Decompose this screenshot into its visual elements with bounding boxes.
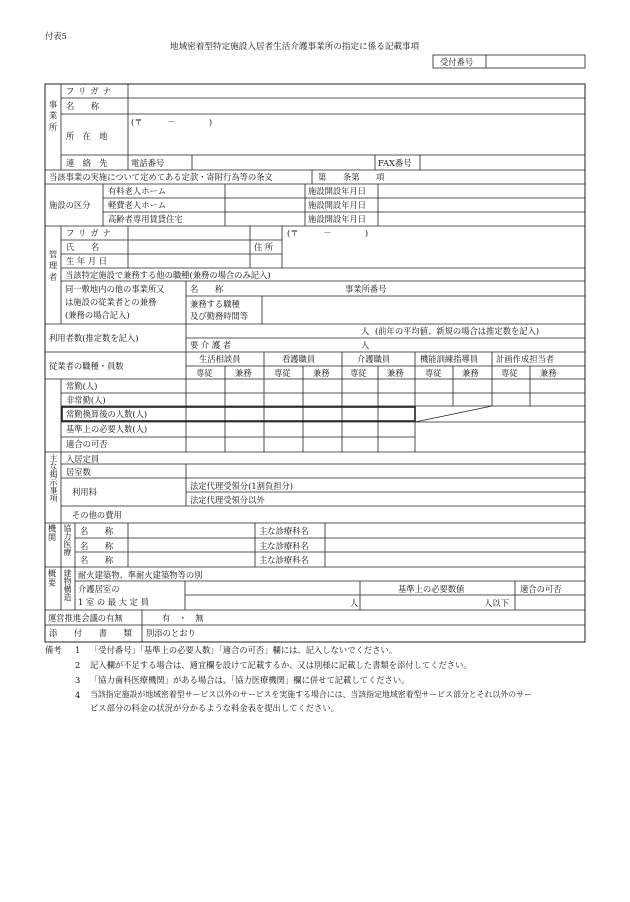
staff-subheader-concurrent: 兼務 — [313, 368, 330, 378]
notes-heading: 備考 — [45, 645, 62, 655]
manager-section-label: 管理者 — [48, 250, 58, 284]
facility-type-item[interactable]: 高齢者専用賃貸住宅 — [108, 214, 183, 224]
staff-subheader-concurrent: 兼務 — [540, 368, 557, 378]
medical-name-label: 名 称 — [80, 555, 114, 565]
staff-subheader-full: 専従 — [350, 368, 367, 378]
attachment-label: 付表5 — [45, 31, 67, 41]
fees-label: 利用料 — [72, 487, 97, 497]
other-employment-line1: 同一敷地内の他の事業所又 — [65, 284, 165, 294]
articles-label: 当該事業の実施について定めてある定款・寄附行為等の条文 — [49, 172, 273, 182]
note-text: 「受付番号」「基準上の必要人数」「適合の可否」欄には、記入しないでください。 — [90, 645, 397, 655]
reception-number-label: 受付番号 — [440, 57, 474, 67]
manager-furigana-label: フリガナ — [66, 228, 115, 238]
staff-label: 従業者の職種・員数 — [49, 361, 124, 371]
staff-subheader-concurrent: 兼務 — [462, 368, 479, 378]
office-number-label: 事業所番号 — [345, 284, 387, 294]
staff-subheader-concurrent: 兼務 — [387, 368, 404, 378]
building-or-less-unit: 人以下 — [484, 598, 509, 608]
other-employment-line3: (兼務の場合記入) — [65, 310, 130, 320]
staff-column-header: 介護職員 — [357, 354, 391, 364]
manager-dob-label: 生 年 月 日 — [66, 256, 108, 266]
concurrent-duties-label: 当該特定施設で兼務する他の職種(兼務の場合のみ記入) — [65, 270, 271, 280]
staff-subheader-full: 専従 — [501, 368, 518, 378]
rooms-label: 居室数 — [66, 467, 91, 477]
users-average-note: (前年の平均値、新規の場合は推定数を記入) — [375, 326, 540, 336]
manager-postal-code[interactable]: (〒 － ) — [287, 228, 369, 238]
fee-type-2: 法定代理受領分以外 — [190, 495, 265, 505]
medical-name-label: 名 称 — [80, 526, 114, 536]
note-text: 記入欄が不足する場合は、適宜欄を設けて記載するか、又は別様に記載した書類を添付してください。 — [90, 660, 472, 670]
facility-type-item[interactable]: 有料老人ホーム — [108, 186, 167, 196]
facility-open-date-label: 施設開設年月日 — [308, 214, 367, 224]
reception-number-field[interactable] — [489, 55, 583, 68]
phone-label: 電話番号 — [131, 158, 165, 168]
business-furigana-label: フリガナ — [66, 86, 115, 96]
required-value-label: 基準上の必要数値 — [398, 584, 465, 594]
business-name-label: 名 称 — [66, 101, 100, 111]
building-section-label-inner: 建物構造 — [63, 569, 72, 601]
staff-row-label: 基準上の必要人数(人) — [66, 424, 148, 434]
staff-row-label: 常勤換算後の人数(人) — [66, 409, 148, 419]
other-fees-label: その他の費用 — [72, 510, 122, 520]
facility-open-date-label: 施設開設年月日 — [308, 186, 367, 196]
attachments-value: 別添のとおり — [146, 628, 196, 638]
business-address-label: 所 在 地 — [66, 131, 108, 141]
concurrent-job-label-line2: 及び勤務時間等 — [190, 311, 249, 321]
fax-label: FAX番号 — [378, 158, 412, 168]
staff-subheader-full: 専従 — [196, 368, 213, 378]
facility-type-item[interactable]: 軽費老人ホーム — [108, 200, 167, 210]
staff-column-header: 計画作成担当者 — [496, 354, 555, 364]
medical-dept-label: 主な診療科名 — [259, 541, 309, 551]
medical-section-label-outer: 機関 — [47, 524, 57, 543]
note-text: 当該指定施設が地域密着型サービス以外のサービスを実施する場合には、当該指定地域密着型サービス部分とそれ以外のサー — [90, 690, 532, 699]
note-number: 1 — [75, 645, 81, 655]
note-number: 4 — [75, 690, 81, 700]
business-postal-code[interactable]: (〒 － ) — [131, 117, 213, 127]
staff-subheader-full: 専従 — [425, 368, 442, 378]
medical-dept-label: 主な診療科名 — [259, 555, 309, 565]
capacity-label: 入居定員 — [66, 454, 100, 464]
staff-column-header: 機能訓練指導員 — [420, 354, 479, 364]
note-number: 3 — [75, 675, 81, 685]
meeting-label: 運営推進会議の有無 — [48, 613, 123, 623]
room-capacity-label-line2: 1 室 の 最 大 定 員 — [78, 597, 149, 607]
manager-name-label: 氏 名 — [66, 242, 100, 252]
facility-type-label: 施設の区分 — [49, 200, 91, 210]
users-count-label: 利用者数(推定数を記入) — [49, 333, 139, 343]
staff-column-header: 看護職員 — [282, 354, 316, 364]
note-number: 2 — [75, 660, 81, 670]
manager-address-label: 住 所 — [254, 242, 274, 252]
staff-subheader-full: 専従 — [274, 368, 291, 378]
room-capacity-label-line1: 介護居室の — [78, 584, 120, 594]
business-section-label: 事業所 — [48, 100, 58, 134]
concurrent-job-label-line1: 兼務する職種 — [190, 299, 240, 309]
fireproof-label: 耐火建築物、準耐火建築物等の別 — [78, 570, 203, 580]
care-required-label: 要 介 護 者 — [190, 340, 232, 350]
staff-subheader-concurrent: 兼務 — [235, 368, 252, 378]
staff-row-label: 適合の可否 — [66, 439, 108, 449]
medical-name-label: 名 称 — [80, 541, 114, 551]
article-number: 第 条第 項 — [318, 172, 385, 182]
fee-type-1: 法定代理受領分(1割負担分) — [190, 481, 294, 491]
form-title: 地域密着型特定施設入居者生活介護事業所の指定に係る記載事項 — [170, 42, 420, 52]
other-employment-line2: は施設の従業者との兼務 — [65, 297, 157, 307]
note-text: 「協力歯科医療機関」がある場合は、「協力医療機関」欄に併せて記載してください。 — [90, 675, 410, 685]
care-persons-unit: 人 — [361, 340, 370, 350]
business-contact-label: 連 絡 先 — [66, 158, 108, 168]
staff-row-label: 非常勤(人) — [66, 395, 106, 405]
facility-open-date-label: 施設開設年月日 — [308, 200, 367, 210]
staff-row-label: 常勤(人) — [66, 381, 98, 391]
meeting-value[interactable]: 有 ・ 無 — [162, 613, 204, 623]
building-persons-unit: 人 — [350, 598, 359, 608]
conformity-label: 適合の可否 — [520, 584, 562, 594]
medical-section-label-inner: 協力医療 — [63, 524, 72, 556]
building-section-label-outer: 概要 — [47, 569, 57, 588]
staff-column-header: 生活相談員 — [199, 354, 241, 364]
medical-dept-label: 主な診療科名 — [259, 526, 309, 536]
note-text-continued: ビス部分の料金の状況が分かるような料金表を提出してください。 — [90, 703, 339, 713]
posted-items-section-label: 主な掲示事項 — [49, 454, 58, 502]
attachments-label: 添 付 書 類 — [49, 628, 132, 638]
other-office-name-label: 名 称 — [190, 284, 224, 294]
users-persons-unit: 人 — [361, 326, 370, 336]
